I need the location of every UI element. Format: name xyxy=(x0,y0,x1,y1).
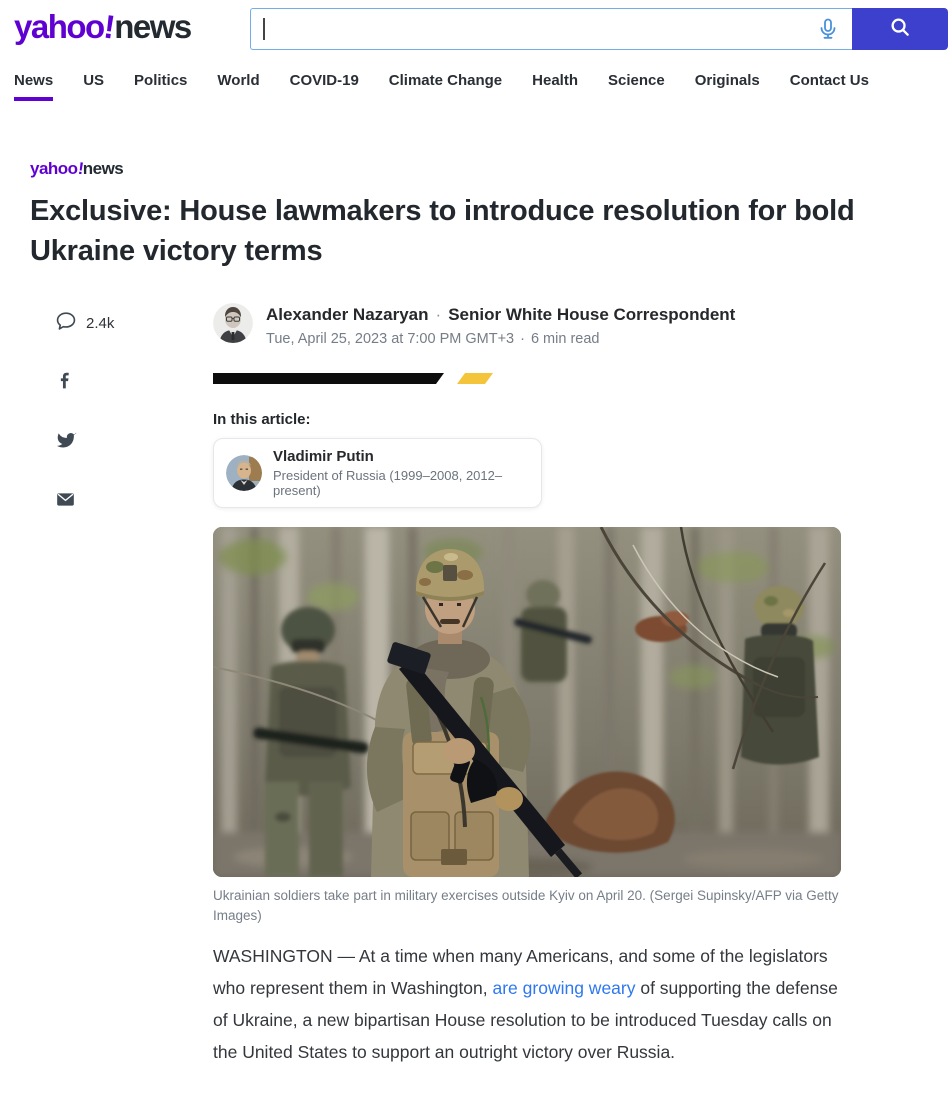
date-separator: · xyxy=(520,331,525,347)
search-button[interactable] xyxy=(852,8,948,50)
nav-item-originals[interactable]: Originals xyxy=(694,72,760,89)
author-role: Senior White House Correspondent xyxy=(448,305,736,324)
primary-nav xyxy=(14,72,950,101)
article-hero-image xyxy=(213,527,841,877)
share-rail xyxy=(55,310,114,515)
comment-count: 2.4k xyxy=(86,315,115,332)
entity-avatar xyxy=(226,455,262,491)
article-body-paragraph xyxy=(213,940,843,1068)
search-icon xyxy=(889,16,912,42)
in-this-article-label: In this article: xyxy=(213,411,311,428)
body-text-after: of supporting the defense of Ukraine, a new bipartisan House resolution to be introduced Tuesday calls on the United States to support an outright victory over Russia. xyxy=(213,978,838,1062)
black-bar xyxy=(213,373,444,384)
source-logo-exclamation: ! xyxy=(76,158,85,179)
body-text-before: WASHINGTON — At a time when many Americans, and some of the legislators who represent them in Washington, xyxy=(213,946,828,998)
nav-item-us[interactable]: US xyxy=(83,72,105,89)
read-time: 6 min read xyxy=(530,331,600,347)
logo-news: news xyxy=(114,8,191,45)
yellow-bar xyxy=(457,373,493,384)
source-logo-yahoo: yahoo xyxy=(30,159,78,178)
yahoo-news-logo[interactable] xyxy=(14,8,191,46)
divider-bars xyxy=(213,373,843,384)
comments-button[interactable] xyxy=(55,310,114,337)
logo-exclamation: ! xyxy=(101,7,116,46)
envelope-icon xyxy=(55,489,76,515)
article-main-column xyxy=(213,303,843,1068)
entity-name: Vladimir Putin xyxy=(273,448,374,465)
search-input[interactable] xyxy=(250,8,852,50)
article-headline: Exclusive: House lawmakers to introduce resolution for bold Ukraine victory terms xyxy=(30,195,855,267)
article-source-logo[interactable] xyxy=(30,159,950,179)
facebook-icon xyxy=(55,370,76,396)
entity-description: President of Russia (1999–2008, 2012–present) xyxy=(273,468,503,498)
nav-item-news[interactable]: News xyxy=(14,72,53,101)
author-name[interactable]: Alexander Nazaryan xyxy=(266,305,429,324)
nav-item-science[interactable]: Science xyxy=(608,72,665,89)
search-bar xyxy=(250,8,948,50)
nav-item-world[interactable]: World xyxy=(217,72,260,89)
publish-datetime: Tue, April 25, 2023 at 7:00 PM GMT+3 xyxy=(266,331,515,347)
share-twitter-button[interactable] xyxy=(55,429,114,456)
source-logo-news: news xyxy=(82,159,124,178)
nav-item-covid-19[interactable]: COVID-19 xyxy=(289,72,359,89)
nav-item-climate-change[interactable]: Climate Change xyxy=(388,72,503,89)
microphone-icon[interactable] xyxy=(816,17,840,41)
speech-bubble-icon xyxy=(55,310,77,337)
author-avatar[interactable] xyxy=(213,303,253,343)
site-header xyxy=(0,0,950,56)
logo-yahoo: yahoo xyxy=(14,8,104,45)
article xyxy=(0,159,950,1068)
nav-item-politics[interactable]: Politics xyxy=(134,72,188,89)
entity-card-vladimir-putin[interactable] xyxy=(213,438,542,508)
nav-item-health[interactable]: Health xyxy=(532,72,578,89)
text-caret xyxy=(263,18,265,40)
share-email-button[interactable] xyxy=(55,489,114,515)
author-block xyxy=(213,303,843,347)
body-inline-link[interactable]: are growing weary xyxy=(492,978,636,998)
nav-item-contact-us[interactable]: Contact Us xyxy=(789,72,869,89)
share-facebook-button[interactable] xyxy=(55,370,114,396)
image-caption: Ukrainian soldiers take part in military exercises outside Kyiv on April 20. (Sergei Supinsky/AFP via Getty Images) xyxy=(213,888,839,923)
twitter-icon xyxy=(55,429,77,456)
byline-separator: · xyxy=(435,305,442,324)
